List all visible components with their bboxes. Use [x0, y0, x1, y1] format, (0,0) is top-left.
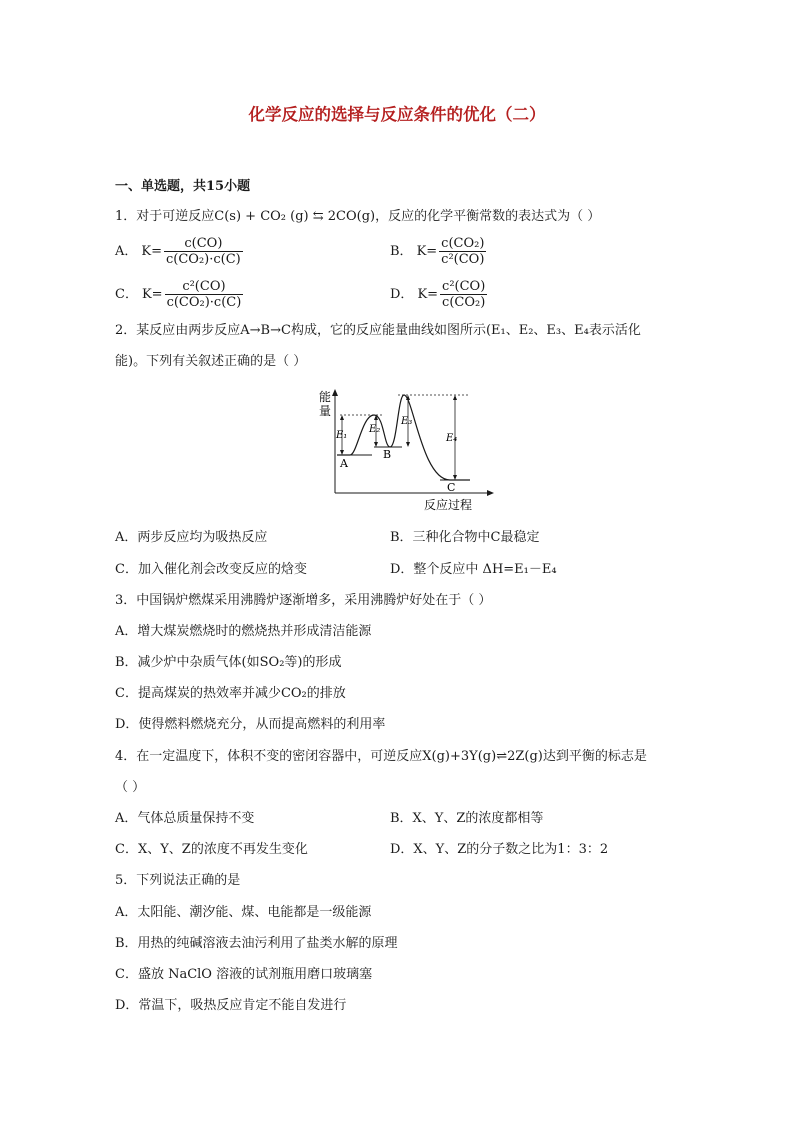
denominator: c(CO₂)·c(C)	[166, 295, 242, 310]
k-symbol: K=	[141, 243, 162, 259]
e4-arrow-bottom	[453, 475, 457, 480]
q4-option-b[interactable]: B．X、Y、Z的浓度都相等	[390, 811, 544, 826]
label-c: C	[447, 481, 456, 494]
numerator: c(CO)	[164, 236, 243, 252]
x-axis-arrow	[487, 490, 494, 496]
fraction	[165, 279, 244, 310]
q3-option-d[interactable]: D．使得燃料燃烧充分，从而提高燃料的利用率	[115, 717, 386, 732]
q2-stem-line1: 2．某反应由两步反应A→B→C构成，它的反应能量曲线如图所示(E₁、E₂、E₃、E₄表示活化	[115, 323, 641, 338]
x-label: 反应过程	[424, 498, 473, 512]
e1-arrow-top	[340, 415, 344, 420]
label-b: B	[383, 448, 392, 461]
e1-arrow-bottom	[340, 450, 344, 455]
option-label: D．	[390, 286, 414, 302]
option-label: B．	[390, 243, 413, 259]
q1-option-d[interactable]	[390, 279, 487, 310]
energy-diagram	[310, 385, 495, 515]
y-label-2: 量	[319, 404, 332, 418]
e4-label: E₄	[446, 433, 458, 444]
e3-label: E₃	[401, 416, 413, 427]
q1-option-a[interactable]	[115, 236, 243, 267]
k-symbol: K=	[417, 286, 439, 302]
y-axis-arrow	[332, 389, 338, 396]
q5-option-b[interactable]: B．用热的纯碱溶液去油污利用了盐类水解的原理	[115, 936, 398, 951]
label-a: A	[340, 457, 348, 470]
fraction	[164, 236, 243, 267]
q2-option-c[interactable]: C．加入催化剂会改变反应的焓变	[115, 562, 307, 577]
k-symbol: K=	[141, 286, 163, 302]
denominator: c(CO₂)·c(C)	[166, 252, 241, 267]
page-title: 化学反应的选择与反应条件的优化（二）	[248, 105, 546, 124]
k-symbol: K=	[416, 243, 438, 259]
q3-stem: 3．中国锅炉燃煤采用沸腾炉逐渐增多，采用沸腾炉好处在于（ ）	[115, 593, 492, 608]
q3-option-b[interactable]: B．减少炉中杂质气体(如SO₂等)的形成	[115, 655, 342, 670]
q1-option-b[interactable]	[390, 236, 486, 267]
numerator: c²(CO)	[165, 279, 244, 295]
section-heading: 一、单选题，共15小题	[115, 179, 251, 194]
fraction	[439, 236, 486, 267]
q4-option-d[interactable]: D．X、Y、Z的分子数之比为1：3：2	[390, 842, 609, 857]
denominator: c²(CO)	[441, 252, 485, 267]
e3-arrow-bottom	[406, 442, 410, 447]
option-label: C．	[115, 286, 138, 302]
e2-label: E₂	[369, 424, 381, 435]
fraction	[440, 279, 487, 310]
q1-option-c[interactable]	[115, 279, 243, 310]
q1-stem: 1．对于可逆反应C(s) + CO₂ (g) ⇆ 2CO(g)，反应的化学平衡常数的表达式为（ ）	[115, 209, 601, 224]
q5-stem: 5．下列说法正确的是	[115, 873, 241, 888]
q5-option-c[interactable]: C．盛放 NaClO 溶液的试剂瓶用磨口玻璃塞	[115, 967, 373, 982]
option-label: A．	[115, 243, 138, 259]
q2-option-a[interactable]: A．两步反应均为吸热反应	[115, 530, 268, 545]
q2-stem-line2: 能)。下列有关叙述正确的是（ ）	[115, 354, 307, 369]
denominator: c(CO₂)	[442, 295, 486, 310]
q3-option-a[interactable]: A．增大煤炭燃烧时的燃烧热并形成清洁能源	[115, 624, 372, 639]
numerator: c(CO₂)	[441, 236, 485, 251]
q4-stem-line1: 4．在一定温度下，体积不变的密闭容器中，可逆反应X(g)+3Y(g)⇌2Z(g)达到平衡的标志是	[115, 749, 647, 764]
e2-arrow-bottom	[374, 442, 378, 447]
q2-option-d[interactable]: D．整个反应中 ΔH=E₁－E₄	[390, 562, 557, 577]
q5-option-a[interactable]: A．太阳能、潮汐能、煤、电能都是一级能源	[115, 905, 372, 920]
e4-arrow-top	[453, 395, 457, 400]
numerator: c²(CO)	[442, 279, 486, 294]
e1-label: E₁	[336, 430, 348, 441]
q5-option-d[interactable]: D．常温下，吸热反应肯定不能自发进行	[115, 998, 347, 1013]
q4-option-c[interactable]: C．X、Y、Z的浓度不再发生变化	[115, 842, 308, 857]
y-label-1: 能	[319, 390, 332, 404]
q4-stem-line2: （ ）	[115, 780, 146, 795]
q4-option-a[interactable]: A．气体总质量保持不变	[115, 811, 255, 826]
q3-option-c[interactable]: C．提高煤炭的热效率并减少CO₂的排放	[115, 686, 346, 701]
q2-option-b[interactable]: B．三种化合物中C最稳定	[390, 530, 540, 545]
